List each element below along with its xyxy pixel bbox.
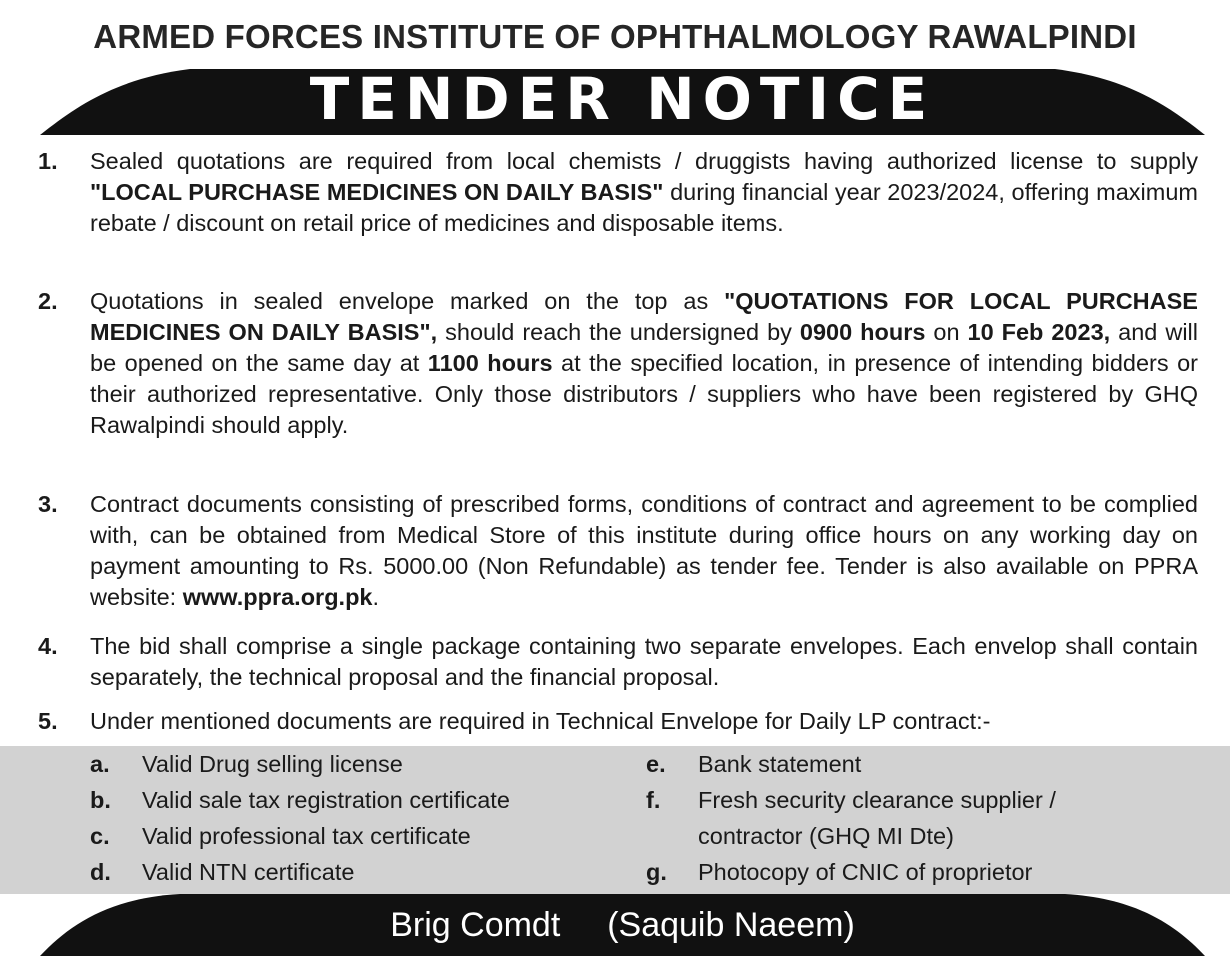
tender-notice-banner — [40, 63, 1205, 135]
paragraph-text: The bid shall comprise a single package containing two separate envelopes. Each envelop shall contain separately, the technical proposal and the financial proposal. — [90, 633, 1198, 690]
list-item: c. Valid professional tax certificate — [90, 823, 471, 849]
institute-name: ARMED FORCES INSTITUTE OF OPHTHALMOLOGY RAWALPINDI — [93, 18, 1137, 55]
paragraph-2 — [38, 286, 1198, 441]
paragraph-number: 2. — [38, 288, 58, 314]
signatory-rank: Brig Comdt — [390, 906, 561, 944]
paragraph-text: Quotations in sealed envelope marked on the top as "QUOTATIONS FOR LOCAL PURCHASE MEDICINES ON DAILY BASIS", should reach the undersigned by 0900 hours on 10 Feb 2023, and will be opened on the same day at 1100 hours at the specified location, in presence of intending bidders or their authorized representative. Only those distributors / suppliers who have been registered by GHQ Rawalpindi should apply. — [90, 288, 1198, 438]
banner-title: TENDER NOTICE — [309, 65, 936, 133]
list-item: g. Photocopy of CNIC of proprietor — [646, 859, 1033, 885]
paragraph-number: 3. — [38, 491, 58, 517]
list-item: b. Valid sale tax registration certificate — [90, 787, 510, 813]
documents-list-right — [646, 746, 1166, 890]
paragraph-number: 1. — [38, 148, 58, 174]
list-item: d. Valid NTN certificate — [90, 859, 355, 885]
signatory — [40, 894, 1205, 956]
paragraph-3 — [38, 489, 1198, 613]
list-item: f. Fresh security clearance supplier / contractor (GHQ MI Dte) — [646, 787, 1056, 849]
list-item: e. Bank statement — [646, 751, 862, 777]
paragraph-4 — [38, 631, 1198, 693]
ppra-website: www.ppra.org.pk — [182, 584, 373, 610]
paragraph-text: Sealed quotations are required from local chemists / druggists having authorized license to supply "LOCAL PURCHASE MEDICINES ON DAILY BASIS" during financial year 2023/2024, offering maximum rebate / discount on retail price of medicines and disposable items. — [90, 148, 1198, 236]
signature-banner — [40, 894, 1205, 956]
paragraph-text: Contract documents consisting of prescribed forms, conditions of contract and agreement to be complied with, can be obtained from Medical Store of this institute during office hours on any working day on payment amounting to Rs. 5000.00 (Non Refundable) as tender fee. Tender is also available on PPRA website: www.ppra.org.pk. — [90, 491, 1198, 610]
paragraph-text: Under mentioned documents are required in Technical Envelope for Daily LP contract:- — [90, 708, 991, 734]
paragraph-number: 4. — [38, 633, 58, 659]
paragraph-number: 5. — [38, 708, 58, 734]
list-item: a. Valid Drug selling license — [90, 751, 403, 777]
paragraph-1 — [38, 146, 1198, 239]
documents-list-left — [90, 746, 630, 890]
paragraph-5 — [38, 706, 1198, 737]
signatory-name: (Saquib Naeem) — [607, 906, 855, 944]
